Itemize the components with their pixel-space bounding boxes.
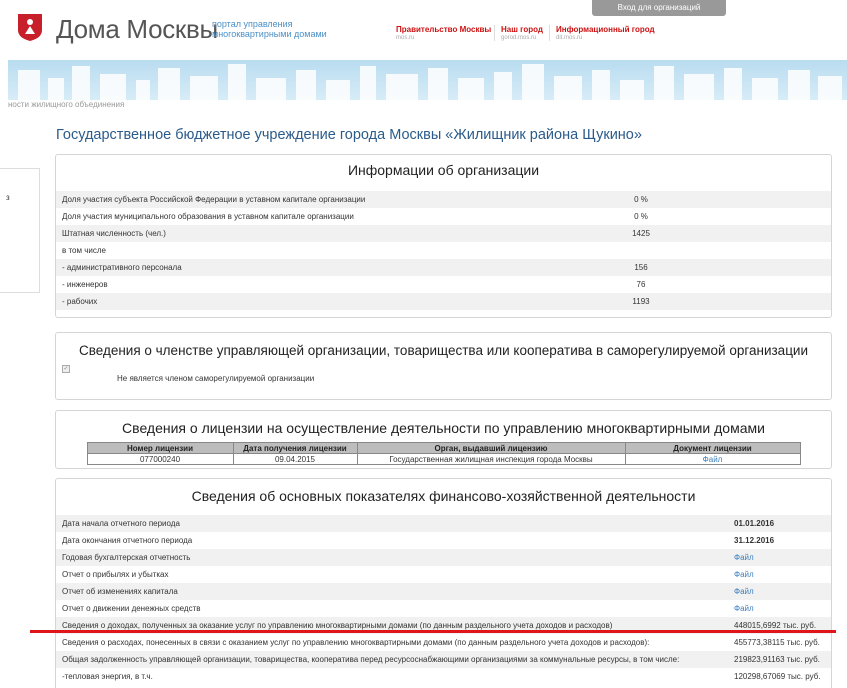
- row-label: Дата окончания отчетного периода: [62, 536, 193, 545]
- header-license-date: Дата получения лицензии: [233, 443, 357, 454]
- finance-title: Сведения об основных показателях финансово-хозяйственной деятельности: [191, 488, 696, 504]
- red-underline-annotation: [30, 630, 836, 633]
- table-row: [56, 634, 831, 651]
- row-label: Общая задолженность управляющей организации, товарищества, кооператива перед ресурсоснабжающими организациями за коммунальные ресурсы, в том числе:: [56, 651, 728, 668]
- row-label: Отчет о движении денежных средств: [62, 604, 201, 613]
- site-title[interactable]: Дома Москвы: [56, 14, 218, 44]
- membership-title: Сведения о членстве управляющей организации, товарищества или кооператива в саморегулируемой организации: [78, 343, 809, 358]
- header-license-number: Номер лицензии: [87, 443, 233, 454]
- link-government[interactable]: [396, 25, 491, 41]
- row-label: Отчет об изменениях капитала: [56, 583, 728, 600]
- row-value: 76: [636, 280, 646, 289]
- license-title: Сведения о лицензии на осуществление деятельности по управлению многоквартирными домами: [122, 420, 765, 436]
- row-value: 120298,67069 тыс. руб.: [734, 672, 821, 681]
- table-row: [56, 583, 831, 600]
- org-info-panel: [55, 154, 832, 318]
- row-value: [596, 242, 686, 259]
- header-license-issuer: Орган, выдавший лицензию: [357, 443, 625, 454]
- link-our-city-label[interactable]: Наш город: [501, 25, 543, 34]
- table-row: [56, 225, 831, 242]
- row-value: 31.12.2016: [734, 536, 775, 545]
- org-info-table: [56, 191, 831, 310]
- file-link[interactable]: Файл: [734, 570, 754, 579]
- license-file-link[interactable]: Файл: [702, 454, 723, 464]
- license-number: 077000240: [87, 454, 233, 465]
- file-link[interactable]: Файл: [734, 553, 754, 562]
- row-label: Штатная численность (чел.): [56, 225, 596, 242]
- row-value: 156: [596, 259, 686, 276]
- skyline-illustration: [8, 60, 847, 100]
- license-date: 09.04.2015: [233, 454, 357, 465]
- row-label: Сведения о доходах, полученных за оказание услуг по управлению многоквартирными домами (по данным раздельного учета доходов и расходов): [56, 617, 728, 634]
- table-row: [56, 208, 831, 225]
- license-table: [87, 442, 801, 465]
- row-label: - административного персонала: [56, 259, 596, 276]
- membership-checkbox-label: Не является членом саморегулируемой организации: [117, 374, 315, 383]
- left-panel-text: з: [6, 193, 10, 202]
- license-panel: [55, 410, 832, 469]
- row-label: Годовая бухгалтерская отчетность: [56, 549, 728, 566]
- license-issuer: Государственная жилищная инспекция города Москвы: [357, 454, 625, 465]
- link-info-city-label[interactable]: Информационный город: [556, 25, 655, 34]
- table-row: [56, 293, 831, 310]
- table-row: [56, 668, 831, 685]
- table-row: [56, 566, 831, 583]
- row-value: 0 %: [596, 191, 686, 208]
- moscow-emblem-icon[interactable]: [16, 12, 44, 42]
- row-label: Доля участия муниципального образования в уставном капитале организации: [62, 212, 354, 221]
- login-button[interactable]: Вход для организаций: [592, 0, 726, 16]
- membership-panel: [55, 332, 832, 400]
- left-side-panel: [0, 168, 40, 293]
- row-label: в том числе: [62, 246, 106, 255]
- row-label: Доля участия субъекта Российской Федерации в уставном капитале организации: [56, 191, 596, 208]
- table-row: [56, 191, 831, 208]
- table-row: [56, 600, 831, 617]
- row-label: - инженеров: [62, 280, 108, 289]
- header-license-document: Документ лицензии: [625, 443, 800, 454]
- row-label: Сведения о расходах, понесенных в связи с оказанием услуг по управлению многоквартирными домами (по данным раздельного учета доходов и расходов):: [62, 638, 650, 647]
- membership-checkbox[interactable]: ✓: [63, 366, 69, 372]
- finance-panel: [55, 478, 832, 688]
- row-value: 0 %: [634, 212, 648, 221]
- table-row: [56, 259, 831, 276]
- table-header-row: [87, 443, 800, 454]
- breadcrumb[interactable]: ности жилищного объединения: [8, 100, 125, 109]
- file-link[interactable]: Файл: [734, 604, 754, 613]
- link-our-city[interactable]: [494, 25, 543, 41]
- table-row: [56, 549, 831, 566]
- row-value: 1193: [596, 293, 686, 310]
- link-government-label[interactable]: Правительство Москвы: [396, 25, 492, 34]
- table-row: [87, 454, 800, 465]
- city-banner: [8, 60, 847, 100]
- link-info-city-sub: dit.mos.ru: [556, 35, 583, 41]
- row-value: 448015,6992 тыс. руб.: [728, 617, 831, 634]
- link-our-city-sub: gorod.mos.ru: [501, 35, 537, 41]
- table-row: [56, 515, 831, 532]
- row-value: 219823,91163 тыс. руб.: [728, 651, 831, 668]
- row-value: 1425: [596, 225, 686, 242]
- link-info-city[interactable]: [549, 25, 655, 41]
- finance-table: [56, 515, 831, 685]
- site-header: [0, 0, 847, 58]
- row-label: Отчет о прибылях и убытках: [62, 570, 169, 579]
- org-info-title: Информации об организации: [347, 162, 540, 178]
- file-link[interactable]: Файл: [734, 587, 754, 596]
- table-row: [56, 651, 831, 668]
- link-government-sub: mos.ru: [396, 35, 415, 41]
- site-subtitle: портал управления многоквартирными домами: [212, 19, 327, 39]
- table-row: [56, 532, 831, 549]
- row-label: -тепловая энергия, в т.ч.: [62, 672, 153, 681]
- row-label: Дата начала отчетного периода: [56, 515, 728, 532]
- row-value: 01.01.2016: [728, 515, 831, 532]
- page-title: Государственное бюджетное учреждение города Москвы «Жилищник района Щукино»: [56, 127, 642, 143]
- row-label: - рабочих: [56, 293, 596, 310]
- table-row: [56, 276, 831, 293]
- row-value: 455773,38115 тыс. руб.: [734, 638, 820, 647]
- table-row: [56, 242, 831, 259]
